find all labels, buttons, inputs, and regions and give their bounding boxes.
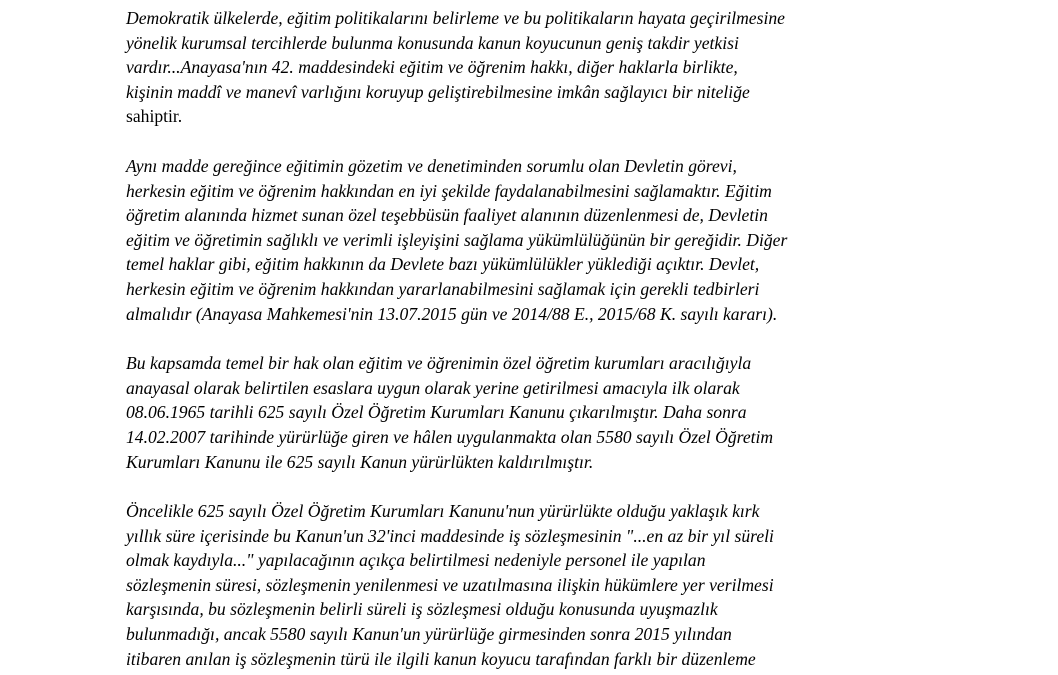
text-line: Kurumları Kanunu ile 625 sayılı Kanun yürürlükten kaldırılmıştır.: [126, 451, 594, 472]
text-line: Öncelikle 625 sayılı Özel Öğretim Kurumları Kanunu'nun yürürlükte olduğu yaklaşık kırk: [126, 501, 760, 522]
text-line: öğretim alanında hizmet sunan özel teşebbüsün faaliyet alanının düzenlenmesi de, Devletin: [126, 205, 768, 226]
text-line: eğitim ve öğretimin sağlıklı ve verimli işleyişini sağlama yükümlülüğünün bir gereğidir. Diğer: [126, 229, 788, 250]
text-line: yıllık süre içerisinde bu Kanun'un 32'inci maddesinde iş sözleşmesinin "...en az bir yıl süreli: [126, 525, 774, 546]
paragraph-3: [126, 351, 946, 474]
text-line: herkesin eğitim ve öğrenim hakkından yararlanabilmesini sağlamak için gerekli tedbirleri: [126, 278, 760, 299]
text-line: sahiptir.: [126, 106, 183, 127]
text-line: bulunmadığı, ancak 5580 sayılı Kanun'un yürürlüğe girmesinden sonra 2015 yılından: [126, 624, 732, 645]
text-line: vardır...Anayasa'nın 42. maddesindeki eğitim ve öğrenim hakkı, diğer haklarla birlikte,: [126, 57, 738, 78]
text-line: almalıdır (Anayasa Mahkemesi'nin 13.07.2015 gün ve 2014/88 E., 2015/68 K. sayılı kararı).: [126, 303, 778, 324]
paragraph-2: [126, 154, 946, 326]
text-line: olmak kaydıyla..." yapılacağının açıkça belirtilmesi nedeniyle personel ile yapılan: [126, 550, 706, 571]
text-line: kişinin maddî ve manevî varlığını koruyup geliştirebilmesine imkân sağlayıcı bir niteliğe: [126, 81, 750, 102]
paragraph-4: [126, 499, 946, 671]
text-line: 14.02.2007 tarihinde yürürlüğe giren ve hâlen uygulanmakta olan 5580 sayılı Özel Öğretim: [126, 426, 774, 447]
text-line: itibaren anılan iş sözleşmenin türü ile ilgili kanun koyucu tarafından farklı bir düzenleme: [126, 648, 756, 669]
text-line: sözleşmenin süresi, sözleşmenin yenilenmesi ve uzatılmasına ilişkin hükümlere yer verilmesi: [126, 574, 774, 595]
text-line: herkesin eğitim ve öğrenim hakkından en iyi şekilde faydalanabilmesini sağlamaktır. Eğitim: [126, 180, 772, 201]
text-line: temel haklar gibi, eğitim hakkının da Devlete bazı yükümlülükler yüklediği açıktır. Devlet,: [126, 254, 760, 275]
text-line: 08.06.1965 tarihli 625 sayılı Özel Öğretim Kurumları Kanunu çıkarılmıştır. Daha sonra: [126, 402, 747, 423]
text-line: anayasal olarak belirtilen esaslara uygun olarak yerine getirilmesi amacıyla ilk olarak: [126, 377, 740, 398]
text-line: yönelik kurumsal tercihlerde bulunma konusunda kanun koyucunun geniş takdir yetkisi: [126, 32, 739, 53]
text-line: karşısında, bu sözleşmenin belirli süreli iş sözleşmesi olduğu konusunda uyuşmazlık: [126, 599, 718, 620]
text-line: Aynı madde gereğince eğitimin gözetim ve denetiminden sorumlu olan Devletin görevi,: [126, 155, 737, 176]
document-body: [126, 6, 946, 675]
paragraph-1: [126, 6, 946, 129]
text-line: Bu kapsamda temel bir hak olan eğitim ve öğrenimin özel öğretim kurumları aracılığıyla: [126, 353, 752, 374]
text-line: Demokratik ülkelerde, eğitim politikalarını belirleme ve bu politikaların hayata geçirilmesine: [126, 8, 785, 28]
